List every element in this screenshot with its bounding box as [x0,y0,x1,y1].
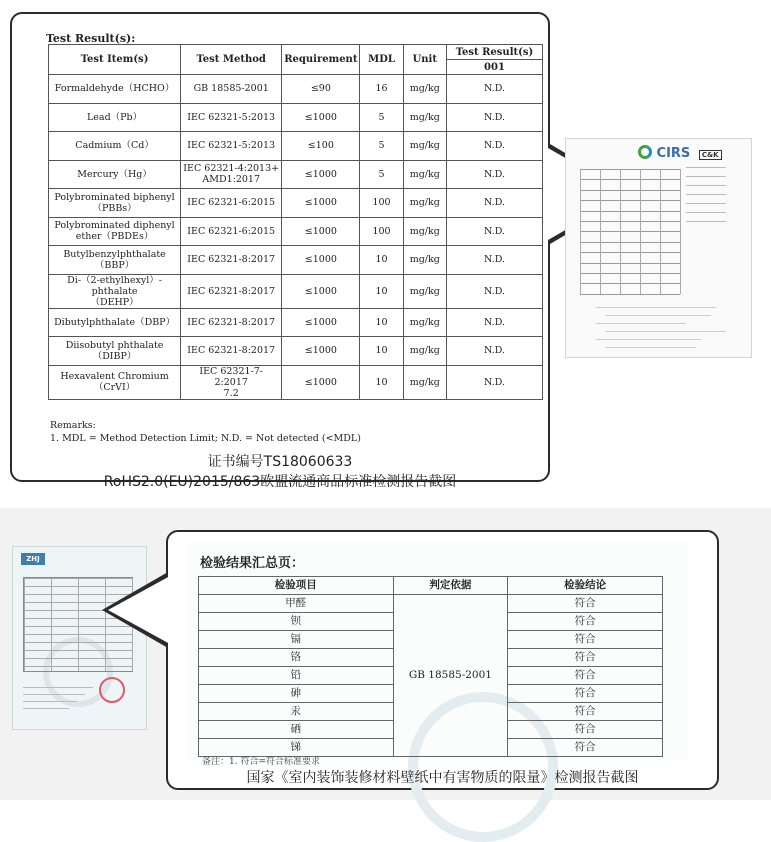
cell-result: N.D. [446,308,542,337]
cell-item: Mercury（Hg） [49,160,181,189]
cell-conclusion: 符合 [508,631,663,649]
rule-line [640,169,641,294]
cell-item: 锑 [199,739,394,757]
cell-method: GB 18585-2001 [181,75,282,104]
rule-line [23,687,93,688]
rule-line [580,190,680,191]
rule-line [606,315,711,316]
rule-line [620,169,621,294]
cell-mdl: 16 [360,75,403,104]
table-row [49,217,543,246]
rule-line [580,294,680,295]
cell-mdl: 10 [360,365,403,399]
cell-item: Formaldehyde（HCHO） [49,75,181,104]
col-header-basis: 判定依据 [393,577,508,595]
table-row [49,103,543,132]
rule-line [680,169,681,294]
cell-conclusion: 符合 [508,667,663,685]
cell-item: 镉 [199,631,394,649]
cell-unit: mg/kg [403,217,446,246]
cell-requirement: ≤1000 [282,274,360,308]
cell-mdl: 10 [360,337,403,366]
table-row [199,595,663,613]
rule-line [580,169,680,170]
cell-item: 砷 [199,685,394,703]
cn-report-document [188,542,688,767]
cell-conclusion: 符合 [508,703,663,721]
cell-mdl: 5 [360,132,403,161]
rule-line [686,176,726,177]
cell-mdl: 10 [360,274,403,308]
cirs-ring-icon [638,145,652,159]
cell-mdl: 10 [360,308,403,337]
col-header-result-group: Test Result(s) [446,45,542,60]
rule-line [596,339,701,340]
rule-line [686,167,726,168]
cell-method: IEC 62321-7-2:2017 7.2 [181,365,282,399]
cell-result: N.D. [446,132,542,161]
table-row [49,189,543,218]
cell-item: 硒 [199,721,394,739]
rule-line [580,179,680,180]
col-header-item: Test Item(s) [49,45,181,75]
cell-requirement: ≤100 [282,132,360,161]
cn-remark: 备注：1. 符合=符合标准要求 [202,757,320,767]
rule-line [606,347,696,348]
cell-method: IEC 62321-5:2013 [181,132,282,161]
col-header-conclusion: 检验结论 [508,577,663,595]
red-seal-icon [99,677,125,703]
cell-item: Diisobutyl phthalate（DIBP） [49,337,181,366]
rule-line [78,578,79,671]
cell-unit: mg/kg [403,103,446,132]
cell-item: 汞 [199,703,394,721]
cell-mdl: 5 [360,160,403,189]
cirs-logo-tag: C&K [699,150,722,160]
rule-line [24,578,25,671]
cell-unit: mg/kg [403,274,446,308]
cell-item: 钡 [199,613,394,631]
col-header-unit: Unit [403,45,446,75]
thumbnail-table-lines [580,169,680,294]
rule-line [686,221,726,222]
cn-section-title: 检验结果汇总页： [200,556,305,571]
rule-line [580,211,680,212]
table-row [49,274,543,308]
cell-basis: GB 18585-2001 [393,595,508,757]
rule-line [580,231,680,232]
cell-method: IEC 62321-4:2013+ AMD1:2017 [181,160,282,189]
cell-requirement: ≤1000 [282,246,360,275]
table-row [49,160,543,189]
cirs-logo [638,145,724,167]
table-row [49,365,543,399]
rohs-report-thumbnail [565,138,752,358]
rule-line [580,169,581,294]
rule-line [23,701,77,702]
cn-report-callout [166,530,719,790]
col-header-mdl: MDL [360,45,403,75]
cell-method: IEC 62321-6:2015 [181,189,282,218]
cell-unit: mg/kg [403,75,446,104]
callout-tail-fill [108,576,170,644]
rohs-report-caption: RoHS2.0(EU)2015/863欧盟流通商品标准检测报告截图 [103,474,457,490]
cell-requirement: ≤1000 [282,337,360,366]
col-header-requirement: Requirement [282,45,360,75]
table-row [49,132,543,161]
col-header-item: 检验项目 [199,577,394,595]
cell-item: Polybrominated biphenyl （PBBs） [49,189,181,218]
cell-unit: mg/kg [403,132,446,161]
cell-unit: mg/kg [403,189,446,218]
cell-mdl: 100 [360,189,403,218]
rule-line [606,331,726,332]
cell-mdl: 100 [360,217,403,246]
rule-line [580,252,680,253]
rule-line [660,169,661,294]
cell-result: N.D. [446,217,542,246]
cell-method: IEC 62321-8:2017 [181,246,282,275]
cell-item: 铅 [199,667,394,685]
cell-conclusion: 符合 [508,613,663,631]
cell-requirement: ≤1000 [282,365,360,399]
cell-item: Butylbenzylphthalate（BBP） [49,246,181,275]
cn-result-table [198,576,663,757]
rule-line [51,578,52,671]
cell-item: Di-（2-ethylhexyl）-phthalate （DEHP） [49,274,181,308]
remarks-line: 1. MDL = Method Detection Limit; N.D. = Not detected (<MDL) [50,433,361,444]
cell-result: N.D. [446,274,542,308]
rule-line [686,194,726,195]
cell-requirement: ≤1000 [282,189,360,218]
cell-method: IEC 62321-8:2017 [181,274,282,308]
cell-item: 甲醛 [199,595,394,613]
rule-line [596,307,716,308]
cell-requirement: ≤1000 [282,103,360,132]
cell-result: N.D. [446,75,542,104]
cell-conclusion: 符合 [508,649,663,667]
cell-conclusion: 符合 [508,595,663,613]
cell-unit: mg/kg [403,337,446,366]
cell-conclusion: 符合 [508,685,663,703]
cell-unit: mg/kg [403,308,446,337]
remarks-title: Remarks: [50,420,96,431]
cell-result: N.D. [446,365,542,399]
cell-requirement: ≤1000 [282,160,360,189]
col-header-result-sub: 001 [446,60,542,75]
cell-method: IEC 62321-8:2017 [181,308,282,337]
table-row [49,75,543,104]
cell-result: N.D. [446,103,542,132]
cell-unit: mg/kg [403,365,446,399]
cell-mdl: 5 [360,103,403,132]
rule-line [580,283,680,284]
cell-result: N.D. [446,189,542,218]
cell-item: 铬 [199,649,394,667]
cell-item: Dibutylphthalate（DBP） [49,308,181,337]
cell-requirement: ≤90 [282,75,360,104]
cell-unit: mg/kg [403,160,446,189]
rule-line [596,323,686,324]
table-row [49,246,543,275]
thumbnail-side-lines [686,167,736,227]
cell-requirement: ≤1000 [282,308,360,337]
cell-conclusion: 符合 [508,739,663,757]
col-header-method: Test Method [181,45,282,75]
cell-result: N.D. [446,246,542,275]
rule-line [686,203,726,204]
cn-report-caption: 国家《室内装饰装修材料壁纸中有害物质的限量》检测报告截图 [246,770,639,786]
zhj-logo: ZHJ [21,553,45,565]
rohs-result-table [48,44,543,400]
cell-method: IEC 62321-6:2015 [181,217,282,246]
rule-line [600,169,601,294]
rule-line [580,200,680,201]
cell-unit: mg/kg [403,246,446,275]
rule-line [686,185,726,186]
cell-mdl: 10 [360,246,403,275]
rohs-report-callout [10,12,550,490]
cell-item: Lead（Pb） [49,103,181,132]
cell-item: Polybrominated diphenyl ether（PBDEs） [49,217,181,246]
cell-item: Hexavalent Chromium （CrVI） [49,365,181,399]
rule-line [580,263,680,264]
table-row [49,308,543,337]
rule-line [23,694,85,695]
rohs-remarks [50,419,361,445]
cirs-logo-text: CIRS [656,146,691,161]
rule-line [580,273,680,274]
rohs-section-title: Test Result(s): [46,32,136,45]
certificate-number-caption: 证书编号TS18060633 [207,454,353,470]
cell-method: IEC 62321-8:2017 [181,337,282,366]
rule-line [23,708,69,709]
cell-conclusion: 符合 [508,721,663,739]
cell-requirement: ≤1000 [282,217,360,246]
rule-line [580,221,680,222]
cell-result: N.D. [446,337,542,366]
table-row [49,337,543,366]
cell-item: Cadmium（Cd） [49,132,181,161]
rule-line [580,242,680,243]
cell-method: IEC 62321-5:2013 [181,103,282,132]
rule-line [686,212,726,213]
cell-result: N.D. [446,160,542,189]
